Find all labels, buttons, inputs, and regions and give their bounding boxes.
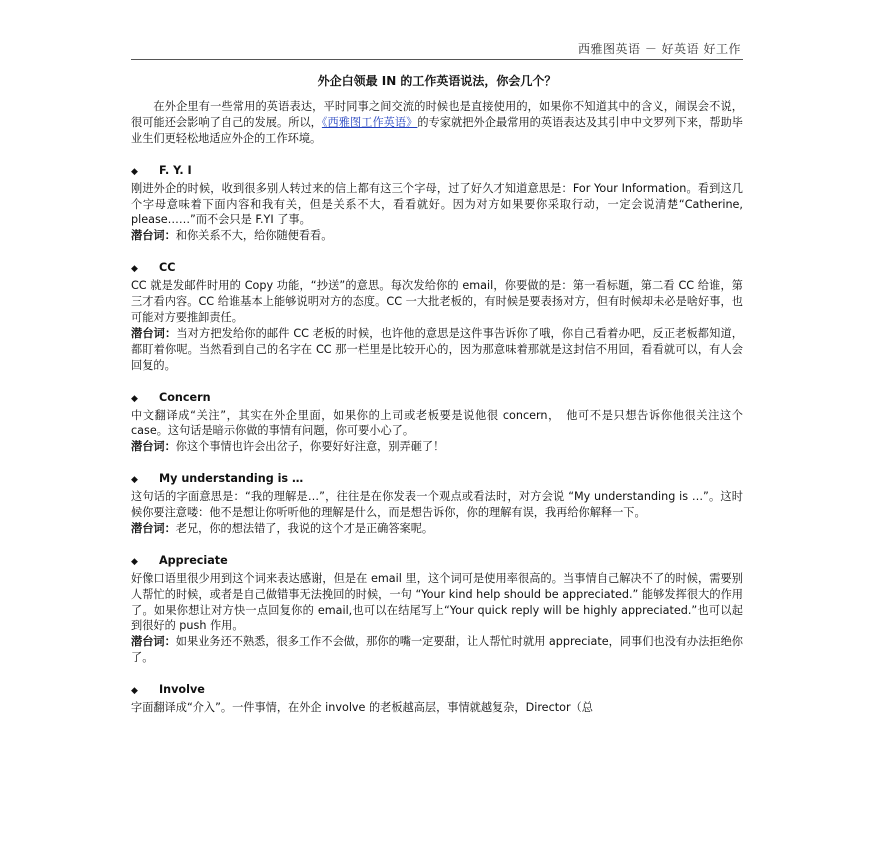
page-header: 西雅图英语 － 好英语 好工作 (578, 42, 741, 56)
subtext-label: 潜台词： (131, 326, 177, 340)
section-cc (131, 260, 743, 373)
diamond-bullet-icon: ◆ (131, 166, 138, 177)
diamond-bullet-icon: ◆ (131, 264, 138, 275)
section-title-text: Appreciate (159, 553, 228, 567)
header-divider (131, 59, 743, 60)
section-fyi (131, 163, 743, 245)
section-title-text: Concern (159, 390, 211, 404)
article-body (131, 99, 743, 716)
subtext-label: 潜台词： (131, 440, 176, 454)
subtext-note: 当对方把发给你的邮件 CC 老板的时候，也许他的意思是这件事告诉你了哦，你自己看着办吧，反正老板都知道，都盯着你呢。当然看到自己的名字在 CC 那一栏里是比较开心的，因为那意味着那就是这封信不用回，看看就可以，有人会回复的。 (131, 326, 743, 372)
intro-text-before-link: 在外企里有一些常用的英语表达，平时同事之间交流的时候也是直接使用的，如果你不知道其中的含义，闹误会不说，很可能还会影响了自己的发展。所以， (131, 100, 743, 129)
section-title (131, 553, 743, 571)
diamond-bullet-icon: ◆ (131, 556, 138, 567)
subtext-note: 你这个事情也许会出岔子，你要好好注意，别弄砸了！ (175, 440, 445, 454)
subtext-note: 老兄，你的想法错了，我说的这个才是正确答案呢。 (175, 521, 434, 535)
intro-paragraph (131, 99, 743, 147)
diamond-bullet-icon: ◆ (131, 475, 138, 486)
section-note (131, 634, 743, 666)
section-title (131, 682, 743, 700)
section-body: 好像口语里很少用到这个词来表达感谢，但是在 email 里，这个词可是使用率很高的。当事情自己解决不了的时候，需要别人帮忙的时候，或者是自己做错事无法挽回的时候，一句 “Your kind help should be appreciated.” 能够发挥很大的作用了。如果你想让对方快一点回复你的 email,也可以在结尾写上“Your quick reply will be highly appreciated.”也可以起到很好的 push 作用。 (131, 571, 743, 633)
section-title-text: Involve (159, 683, 205, 697)
document-page (131, 0, 743, 842)
section-note (131, 439, 743, 455)
section-involve (131, 682, 743, 716)
subtext-note: 和你关系不大，给你随便看看。 (175, 229, 333, 243)
section-appreciate (131, 553, 743, 666)
section-title (131, 260, 743, 278)
section-title (131, 390, 743, 408)
article-title: 外企白领最 IN 的工作英语说法，你会几个？ (317, 74, 557, 88)
section-title-text: My understanding is … (159, 472, 304, 486)
section-title-text: F. Y. I (159, 163, 192, 177)
subtext-label: 潜台词： (131, 635, 176, 649)
section-note (131, 228, 743, 244)
section-body: 中文翻译成“关注”，其实在外企里面，如果你的上司或老板要是说他很 concern， 他可不是只想告诉你他很关注这个 case。这句话是暗示你做的事情有问题，你可要小心了。 (131, 408, 743, 438)
diamond-bullet-icon: ◆ (131, 686, 138, 697)
section-note (131, 521, 743, 537)
section-body: CC 就是发邮件时用的 Copy 功能，“抄送”的意思。每次发给你的 email，你要做的是：第一看标题，第二看 CC 给谁，第三才看内容。CC 给谁基本上能够说明对方的态度。CC 一大批老板的，有时候是要表扬对方，但有时候却未必是啥好事，也可能对方要推卸责任。 (131, 279, 743, 324)
section-title-text: CC (159, 261, 176, 275)
section-body: 字面翻译成“介入”。一件事情，在外企 involve 的老板越高层，事情就越复杂，Director（总 (131, 701, 593, 715)
section-title (131, 163, 743, 181)
section-body: 刚进外企的时候，收到很多别人转过来的信上都有这三个字母，过了好久才知道意思是：For Your Information。看到这几个字母意味着下面内容和我有关，但是关系不大，看看就好。因为对方如果要你采取行动，一定会说清楚“Catherine, please……”而不会只是 F.YI 了事。 (131, 181, 743, 227)
subtext-note: 如果业务还不熟悉，很多工作不会做，那你的嘴一定要甜，让人帮忙时就用 appreciate，同事们也没有办法拒绝你了。 (131, 635, 743, 665)
subtext-label: 潜台词： (131, 229, 176, 243)
intro-link[interactable]: 《西雅图工作英语》 (321, 115, 418, 129)
section-my-understanding (131, 471, 743, 537)
section-body: 这句话的字面意思是：“我的理解是…”，往往是在你发表一个观点或看法时，对方会说 “My understanding is …”。这时候你要注意喽：他不是想让你听听他的理解是什么，而是想告诉你，你的理解有误，我再给你解释一下。 (131, 490, 743, 520)
section-concern (131, 390, 743, 456)
intro-text-after-link: 的专家就把外企最常用的英语表达及其引申中文罗列下来，帮助毕业生们更轻松地适应外企的工作环境。 (131, 115, 743, 145)
subtext-label: 潜台词： (131, 521, 176, 535)
section-title (131, 471, 743, 489)
diamond-bullet-icon: ◆ (131, 393, 138, 404)
section-note (131, 326, 743, 374)
